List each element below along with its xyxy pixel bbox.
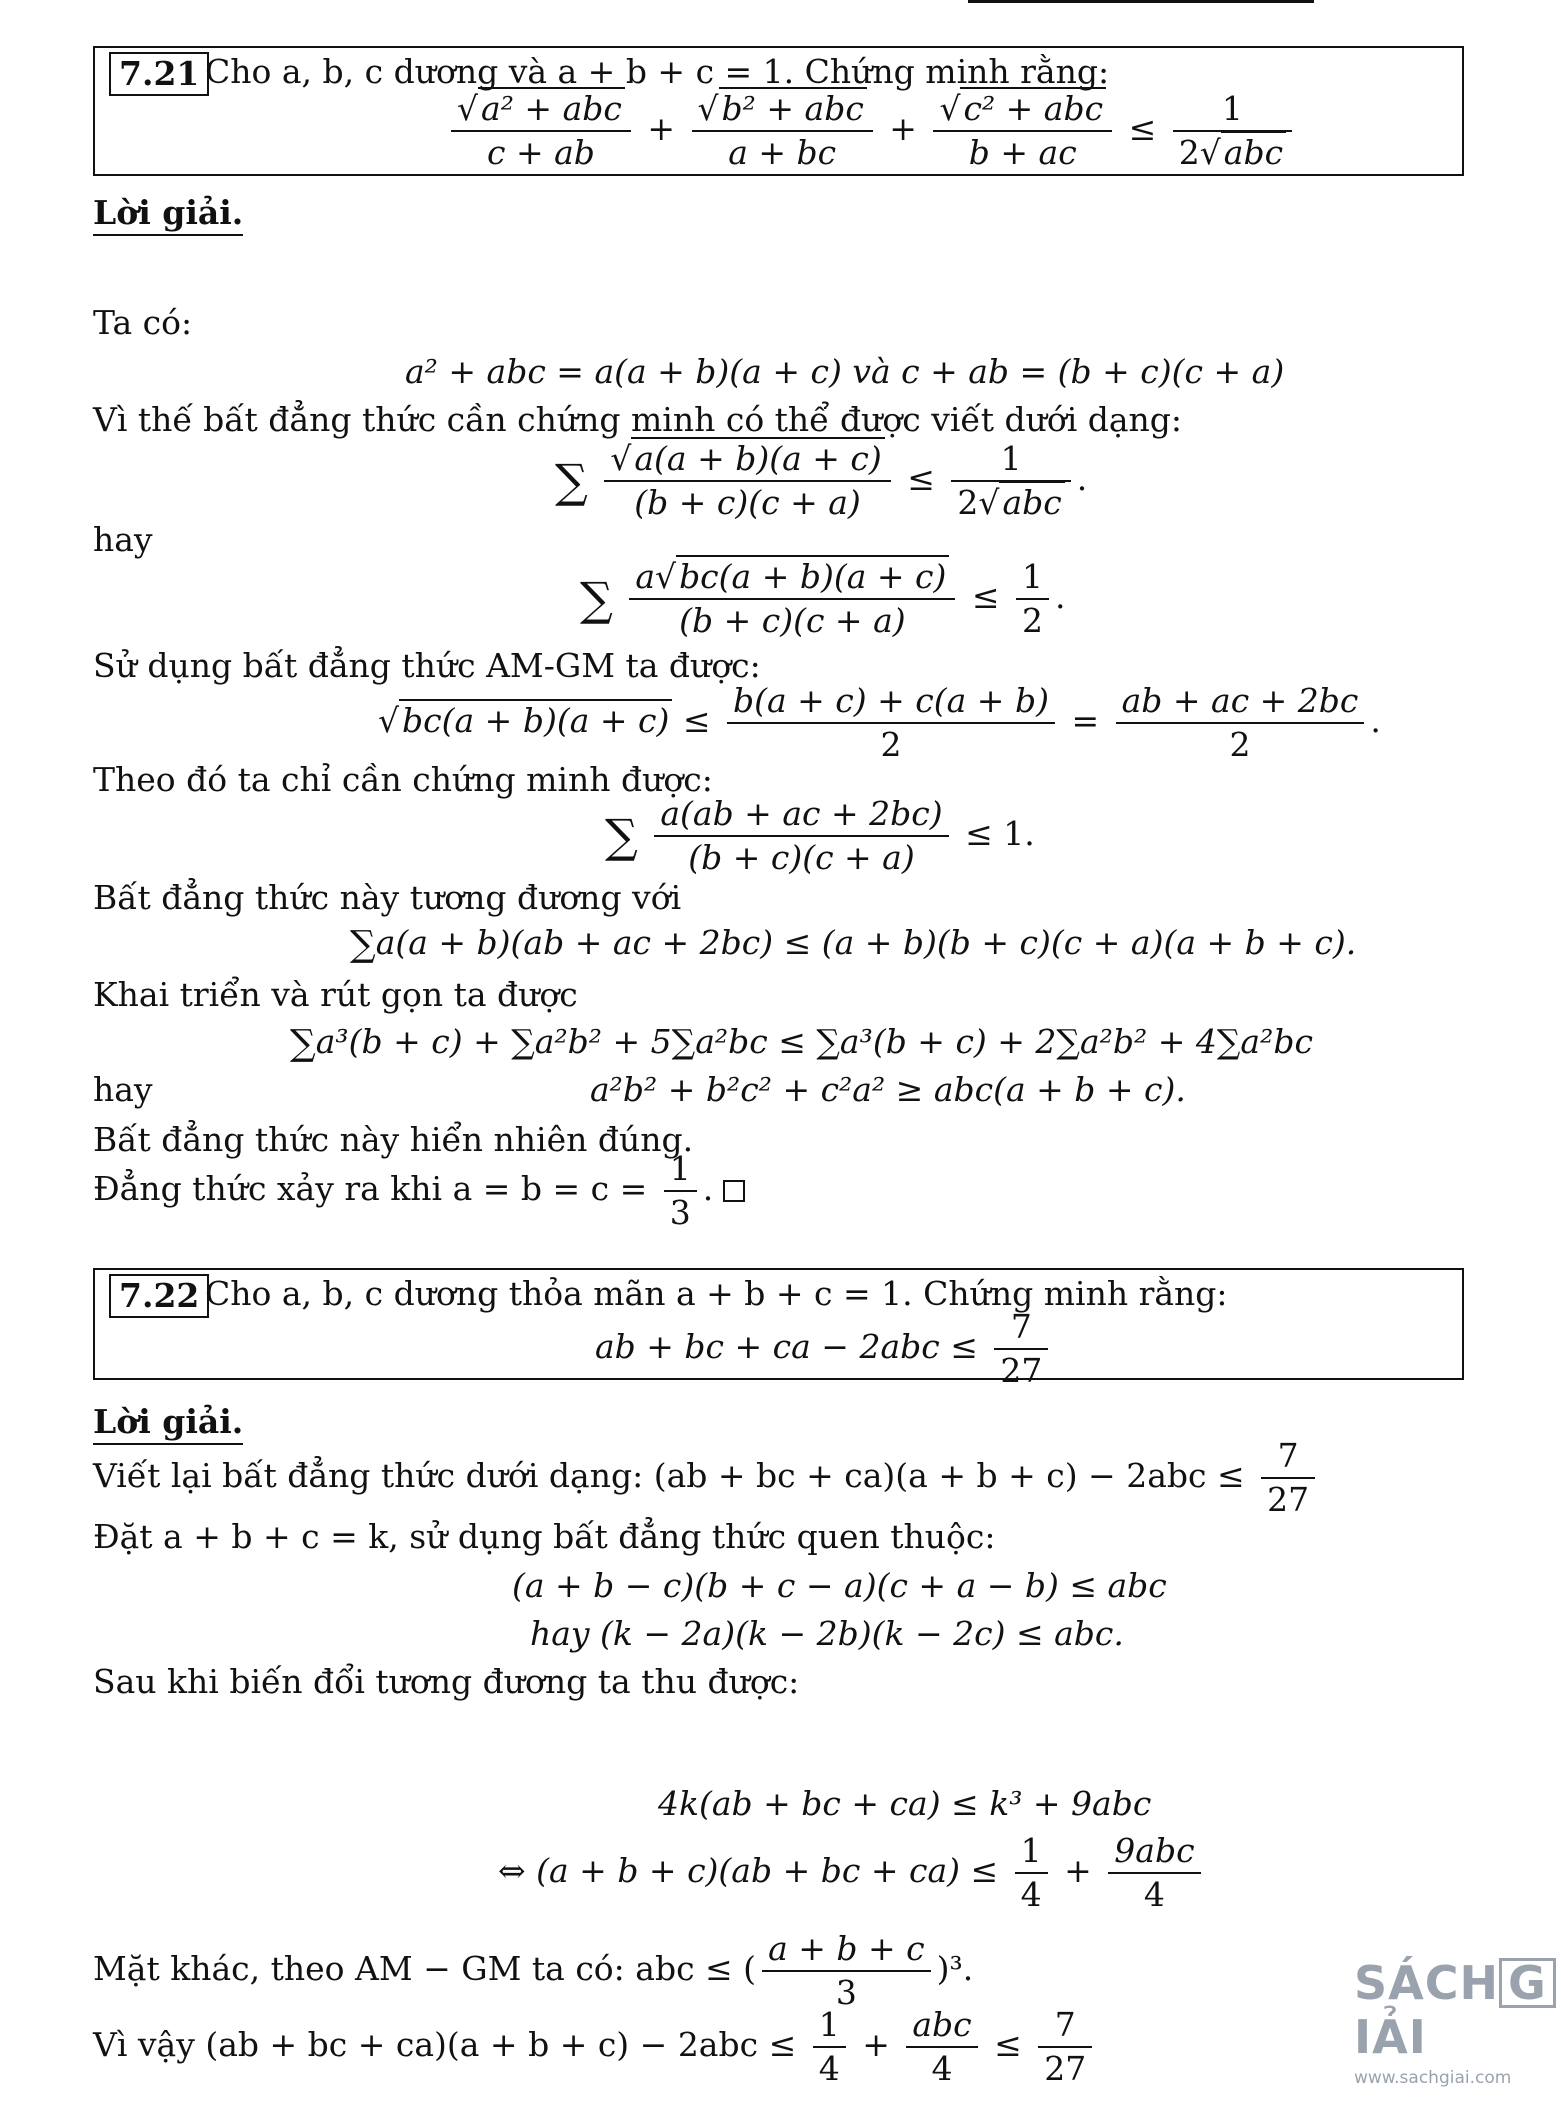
solution-heading: Lời giải. (93, 193, 243, 232)
equation: 4k(ab + bc + ca) ≤ k³ + 9abc (658, 1784, 1152, 1823)
text-line: Ta có: (93, 303, 193, 342)
text-line: Viết lại bất đẳng thức dưới dạng: (ab + bc + ca)(a + b + c) − 2abc ≤ $\frac{7}{27}$ (93, 1435, 1321, 1521)
equation: a²b² + b²c² + c²a² ≥ abc(a + b + c). (590, 1070, 1186, 1109)
equation: hay (k − 2a)(k − 2b)(k − 2c) ≤ abc. (530, 1614, 1124, 1653)
equation: ⇔ (a + b + c)(ab + bc + ca) ≤ $\frac{1}{4}$ + $\frac{\text{9abc}}{4}$ (498, 1830, 1207, 1916)
text-line: Đẳng thức xảy ra khi a = b = c = $\frac{1}{3}$ . (93, 1148, 745, 1234)
text-line: Sau khi biến đổi tương đương ta thu được: (93, 1662, 800, 1701)
text-line: Mặt khác, theo AM − GM ta có: abc ≤ ( $\frac{a + b + c}{3}$ )³. (93, 1929, 974, 2012)
text-line: Theo đó ta chỉ cần chứng minh được: (93, 760, 713, 799)
problem-inequality: $\frac{\text{√a² + abc}}{c + ab}$ + $\frac{\text{√b² + abc}}{a + bc}$ + $\frac{\text{√c² + abc}}{b + ac}$ ≤ $\frac{1}{\text{2√abc}}$ (445, 88, 1298, 174)
text-line: Đặt a + b + c = k, sử dụng bất đẳng thức quen thuộc: (93, 1517, 996, 1556)
text-line: hay (93, 1070, 153, 1109)
problem-number: 7.21 (109, 52, 209, 96)
problem-statement: Cho a, b, c dương thỏa mãn a + b + c = 1. Chứng minh rằng: (205, 1274, 1228, 1313)
equation: ∑a³(b + c) + ∑a²b² + 5∑a²bc ≤ ∑a³(b + c) + 2∑a²b² + 4∑a²bc (290, 1022, 1313, 1064)
equation: ∑a(a + b)(ab + ac + 2bc) ≤ (a + b)(b + c)(c + a)(a + b + c). (350, 923, 1357, 965)
top-rule (968, 0, 1314, 3)
text-line: Bất đẳng thức này hiển nhiên đúng. (93, 1120, 694, 1159)
equation: ∑ $\frac{√a(a + b)(a + c)}{(b + c)(c + a)}$ ≤ $\frac{1}{\text{2√abc}}$ . (555, 439, 1088, 522)
watermark-url: www.sachgiai.com (1354, 2068, 1512, 2088)
equation: (a + b − c)(b + c − a)(c + a − b) ≤ abc (512, 1566, 1167, 1605)
problem-inequality: ab + bc + ca − 2abc ≤ $\frac{7}{27}$ (595, 1306, 1054, 1392)
sachgiai-logo: SÁCH GIẢI (1354, 1956, 1561, 2064)
equation: a² + abc = a(a + b)(a + c) và c + ab = (b + c)(c + a) (405, 352, 1285, 391)
text-line: Vì vậy (ab + bc + ca)(a + b + c) − 2abc ≤ $\frac{1}{4}$ + $\frac{\text{abc}}{4}$ ≤ $\frac{7}{27}$ (93, 2004, 1098, 2090)
text-line: Khai triển và rút gọn ta được (93, 975, 578, 1014)
problem-number: 7.22 (109, 1274, 209, 1318)
text-line: Bất đẳng thức này tương đương với (93, 878, 682, 917)
text-line: Sử dụng bất đẳng thức AM-GM ta được: (93, 646, 761, 685)
problem-box-7-21 (93, 46, 1464, 176)
text-line: hay (93, 520, 153, 559)
text-line: Vì thế bất đẳng thức cần chứng minh có thể được viết dưới dạng: (93, 400, 1183, 439)
problem-statement: Cho a, b, c dương và a + b + c = 1. Chứng minh rằng: (205, 52, 1110, 91)
solution-heading: Lời giải. (93, 1402, 243, 1441)
equation: ∑ $\frac{a(ab + ac + 2bc)}{(b + c)(c + a)}$ ≤ 1. (605, 794, 1035, 877)
qed-square (723, 1180, 745, 1202)
problem-box-7-22 (93, 1268, 1464, 1390)
sachgiai-watermark (1354, 1956, 1561, 2088)
equation: ∑ $\frac{a√bc(a + b)(a + c)}{(b + c)(c + a)}$ ≤ $\frac{1}{2}$ . (580, 557, 1066, 640)
equation: √bc(a + b)(a + c) ≤ $\frac{b(a + c) + c(a + b)}{2}$ = $\frac{ab + ac + 2bc}{2}$ . (378, 681, 1381, 764)
